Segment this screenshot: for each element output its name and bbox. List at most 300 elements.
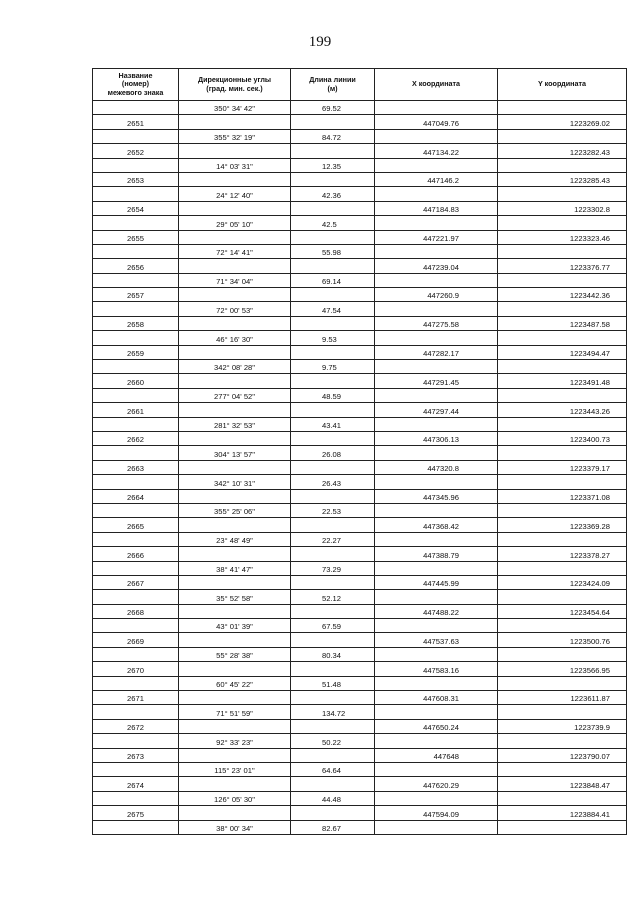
cell-length bbox=[291, 403, 375, 416]
cell-angle bbox=[179, 605, 291, 618]
cell-length bbox=[291, 144, 375, 157]
cell-name: 2669 bbox=[93, 633, 179, 646]
table-row bbox=[93, 302, 626, 316]
cell-length bbox=[291, 115, 375, 128]
cell-y bbox=[498, 475, 626, 488]
cell-length bbox=[291, 346, 375, 359]
cell-name: 2651 bbox=[93, 115, 179, 128]
table-row bbox=[93, 662, 626, 676]
cell-length: 9.75 bbox=[291, 360, 375, 373]
cell-x bbox=[375, 734, 498, 747]
cell-y: 1223454.64 bbox=[569, 608, 610, 618]
cell-x bbox=[375, 331, 498, 344]
cell-name bbox=[93, 677, 179, 690]
cell-name: 2671 bbox=[93, 691, 179, 704]
cell-angle bbox=[179, 576, 291, 589]
cell-name: 2668 bbox=[93, 605, 179, 618]
cell-name: 2660 bbox=[93, 374, 179, 387]
cell-y: 1223378.27 bbox=[569, 550, 610, 560]
cell-y: 1223302.8 bbox=[574, 205, 610, 215]
table-row bbox=[93, 173, 626, 187]
cell-x bbox=[375, 475, 498, 488]
cell-length: 69.52 bbox=[291, 101, 375, 114]
cell-length: 64.64 bbox=[291, 763, 375, 776]
cell-y bbox=[498, 331, 626, 344]
cell-name bbox=[93, 533, 179, 546]
cell-name: 2674 bbox=[93, 777, 179, 790]
cell-x: 447221.97 bbox=[375, 231, 498, 244]
cell-name bbox=[93, 562, 179, 575]
cell-x bbox=[375, 821, 498, 834]
cell-name bbox=[93, 216, 179, 229]
cell-x: 447594.09 bbox=[375, 806, 498, 819]
cell-angle bbox=[179, 432, 291, 445]
cell-angle: 35° 52' 58" bbox=[179, 590, 291, 603]
cell-length: 55.98 bbox=[291, 245, 375, 258]
cell-x bbox=[375, 389, 498, 402]
cell-y: 1223790.07 bbox=[569, 751, 610, 761]
cell-name: 2654 bbox=[93, 202, 179, 215]
cell-angle bbox=[179, 720, 291, 733]
table-row bbox=[93, 619, 626, 633]
cell-angle: 92° 33' 23" bbox=[179, 734, 291, 747]
table-row bbox=[93, 461, 626, 475]
cell-y bbox=[498, 130, 626, 143]
table-row bbox=[93, 705, 626, 719]
table-row bbox=[93, 202, 626, 216]
cell-x bbox=[375, 763, 498, 776]
cell-angle: 355° 25' 06" bbox=[179, 504, 291, 517]
cell-length: 42.5 bbox=[291, 216, 375, 229]
cell-angle: 55° 28' 38" bbox=[179, 648, 291, 661]
cell-length bbox=[291, 490, 375, 503]
cell-length: 42.36 bbox=[291, 187, 375, 200]
cell-x: 447049.76 bbox=[375, 115, 498, 128]
table-row bbox=[93, 576, 626, 590]
cell-y: 1223848.47 bbox=[569, 780, 610, 790]
cell-name: 2661 bbox=[93, 403, 179, 416]
cell-y bbox=[498, 216, 626, 229]
cell-name: 2667 bbox=[93, 576, 179, 589]
cell-length: 48.59 bbox=[291, 389, 375, 402]
cell-name bbox=[93, 648, 179, 661]
cell-angle bbox=[179, 662, 291, 675]
cell-length bbox=[291, 288, 375, 301]
cell-length: 51.48 bbox=[291, 677, 375, 690]
cell-angle: 350° 34' 42" bbox=[179, 101, 291, 114]
cell-name: 2656 bbox=[93, 259, 179, 272]
cell-angle bbox=[179, 547, 291, 560]
cell-x bbox=[375, 159, 498, 172]
cell-angle: 46° 16' 30" bbox=[179, 331, 291, 344]
cell-name bbox=[93, 446, 179, 459]
cell-length bbox=[291, 173, 375, 186]
cell-length: 84.72 bbox=[291, 130, 375, 143]
cell-angle bbox=[179, 691, 291, 704]
cell-y bbox=[498, 590, 626, 603]
cell-angle: 29° 05' 10" bbox=[179, 216, 291, 229]
cell-x: 447291.45 bbox=[375, 374, 498, 387]
cell-y bbox=[498, 533, 626, 546]
cell-length: 44.48 bbox=[291, 792, 375, 805]
cell-angle: 281° 32' 53" bbox=[179, 418, 291, 431]
cell-x bbox=[375, 446, 498, 459]
cell-angle: 60° 45' 22" bbox=[179, 677, 291, 690]
cell-name bbox=[93, 360, 179, 373]
cell-y bbox=[498, 302, 626, 315]
cell-x bbox=[375, 302, 498, 315]
cell-y: 1223443.26 bbox=[569, 406, 610, 416]
cell-x: 447306.13 bbox=[375, 432, 498, 445]
cell-length bbox=[291, 202, 375, 215]
cell-length bbox=[291, 662, 375, 675]
cell-length: 22.27 bbox=[291, 533, 375, 546]
cell-length: 52.12 bbox=[291, 590, 375, 603]
cell-length bbox=[291, 547, 375, 560]
cell-x bbox=[375, 504, 498, 517]
cell-y: 1223424.09 bbox=[569, 579, 610, 589]
cell-length: 134.72 bbox=[291, 705, 375, 718]
cell-name: 2670 bbox=[93, 662, 179, 675]
table-row bbox=[93, 590, 626, 604]
table-row bbox=[93, 749, 626, 763]
cell-x: 447368.42 bbox=[375, 518, 498, 531]
table-row bbox=[93, 216, 626, 230]
cell-angle bbox=[179, 231, 291, 244]
cell-y: 1223371.08 bbox=[569, 492, 610, 502]
cell-name bbox=[93, 821, 179, 834]
cell-length bbox=[291, 605, 375, 618]
cell-angle bbox=[179, 115, 291, 128]
table-row bbox=[93, 792, 626, 806]
cell-y: 1223491.48 bbox=[569, 377, 610, 387]
cell-y: 1223739.9 bbox=[574, 723, 610, 733]
cell-name bbox=[93, 101, 179, 114]
cell-length: 82.67 bbox=[291, 821, 375, 834]
cell-name bbox=[93, 619, 179, 632]
cell-x: 447388.79 bbox=[375, 547, 498, 560]
cell-x bbox=[375, 619, 498, 632]
table-row bbox=[93, 389, 626, 403]
page-number: 199 bbox=[308, 34, 332, 50]
cell-y bbox=[498, 274, 626, 287]
cell-name: 2658 bbox=[93, 317, 179, 330]
cell-y bbox=[498, 705, 626, 718]
cell-angle bbox=[179, 346, 291, 359]
cell-angle: 43° 01' 39" bbox=[179, 619, 291, 632]
cell-name bbox=[93, 734, 179, 747]
header-angle: Дирекционные углы (град. мин. сек.) bbox=[179, 69, 291, 100]
cell-x bbox=[375, 533, 498, 546]
header-x: X координата bbox=[375, 69, 498, 100]
cell-x: 447146.2 bbox=[375, 173, 498, 186]
cell-y: 1223442.36 bbox=[569, 291, 610, 301]
cell-y: 1223379.17 bbox=[569, 464, 610, 474]
cell-y: 1223884.41 bbox=[569, 809, 610, 819]
cell-angle bbox=[179, 490, 291, 503]
cell-y bbox=[498, 792, 626, 805]
cell-angle: 14° 03' 31" bbox=[179, 159, 291, 172]
table-row bbox=[93, 562, 626, 576]
cell-x bbox=[375, 677, 498, 690]
cell-y bbox=[498, 734, 626, 747]
cell-x bbox=[375, 101, 498, 114]
cell-x: 447620.29 bbox=[375, 777, 498, 790]
table-row bbox=[93, 159, 626, 173]
cell-y bbox=[498, 418, 626, 431]
cell-length: 73.29 bbox=[291, 562, 375, 575]
cell-x: 447260.9 bbox=[375, 288, 498, 301]
cell-y bbox=[498, 360, 626, 373]
table-row bbox=[93, 648, 626, 662]
cell-angle bbox=[179, 288, 291, 301]
cell-y: 1223487.58 bbox=[569, 320, 610, 330]
cell-name: 2653 bbox=[93, 173, 179, 186]
cell-y: 1223282.43 bbox=[569, 147, 610, 157]
cell-y bbox=[498, 619, 626, 632]
cell-x bbox=[375, 792, 498, 805]
cell-angle: 71° 51' 59" bbox=[179, 705, 291, 718]
cell-angle: 38° 00' 34" bbox=[179, 821, 291, 834]
cell-angle bbox=[179, 173, 291, 186]
cell-angle bbox=[179, 518, 291, 531]
cell-y: 1223285.43 bbox=[569, 176, 610, 186]
table-row bbox=[93, 475, 626, 489]
cell-x: 447297.44 bbox=[375, 403, 498, 416]
cell-length bbox=[291, 432, 375, 445]
cell-x bbox=[375, 648, 498, 661]
cell-angle: 355° 32' 19" bbox=[179, 130, 291, 143]
cell-length bbox=[291, 576, 375, 589]
table-row bbox=[93, 101, 626, 115]
cell-y bbox=[498, 763, 626, 776]
cell-length bbox=[291, 749, 375, 762]
cell-name: 2652 bbox=[93, 144, 179, 157]
table-row bbox=[93, 187, 626, 201]
cell-x: 447320.8 bbox=[375, 461, 498, 474]
cell-angle: 23° 48' 49" bbox=[179, 533, 291, 546]
cell-length: 22.53 bbox=[291, 504, 375, 517]
cell-x: 447648 bbox=[375, 749, 498, 762]
table-header bbox=[93, 69, 626, 101]
cell-name: 2665 bbox=[93, 518, 179, 531]
table-row bbox=[93, 821, 626, 835]
cell-y: 1223369.28 bbox=[569, 521, 610, 531]
cell-angle: 342° 10' 31" bbox=[179, 475, 291, 488]
cell-y: 1223400.73 bbox=[569, 435, 610, 445]
cell-name bbox=[93, 389, 179, 402]
cell-name: 2664 bbox=[93, 490, 179, 503]
cell-length: 43.41 bbox=[291, 418, 375, 431]
cell-angle bbox=[179, 259, 291, 272]
cell-length bbox=[291, 691, 375, 704]
cell-y bbox=[498, 504, 626, 517]
table-row bbox=[93, 777, 626, 791]
cell-name: 2659 bbox=[93, 346, 179, 359]
header-length: Длина линии (м) bbox=[291, 69, 375, 100]
cell-x: 447184.83 bbox=[375, 202, 498, 215]
cell-name bbox=[93, 274, 179, 287]
table-row bbox=[93, 490, 626, 504]
cell-x: 447583.16 bbox=[375, 662, 498, 675]
table-row bbox=[93, 288, 626, 302]
cell-name bbox=[93, 159, 179, 172]
cell-angle bbox=[179, 403, 291, 416]
cell-angle bbox=[179, 461, 291, 474]
cell-length bbox=[291, 806, 375, 819]
table-row bbox=[93, 403, 626, 417]
cell-length: 9.53 bbox=[291, 331, 375, 344]
cell-y: 1223566.95 bbox=[569, 665, 610, 675]
cell-x bbox=[375, 187, 498, 200]
cell-y bbox=[498, 648, 626, 661]
cell-length bbox=[291, 720, 375, 733]
cell-x: 447608.31 bbox=[375, 691, 498, 704]
cell-name bbox=[93, 705, 179, 718]
cell-angle bbox=[179, 633, 291, 646]
cell-name: 2675 bbox=[93, 806, 179, 819]
cell-angle: 277° 04' 52" bbox=[179, 389, 291, 402]
table-row bbox=[93, 763, 626, 777]
table-row bbox=[93, 605, 626, 619]
cell-x: 447537.63 bbox=[375, 633, 498, 646]
cell-length: 26.08 bbox=[291, 446, 375, 459]
table-row bbox=[93, 130, 626, 144]
cell-length: 47.54 bbox=[291, 302, 375, 315]
cell-y bbox=[498, 562, 626, 575]
cell-name bbox=[93, 763, 179, 776]
cell-length: 50.22 bbox=[291, 734, 375, 747]
table-row bbox=[93, 346, 626, 360]
cell-name: 2655 bbox=[93, 231, 179, 244]
table-row bbox=[93, 633, 626, 647]
cell-name bbox=[93, 418, 179, 431]
cell-y: 1223269.02 bbox=[569, 118, 610, 128]
cell-angle: 126° 05' 30" bbox=[179, 792, 291, 805]
table-row bbox=[93, 533, 626, 547]
table-row bbox=[93, 144, 626, 158]
cell-length: 12.35 bbox=[291, 159, 375, 172]
cell-length bbox=[291, 777, 375, 790]
table-row bbox=[93, 504, 626, 518]
table-row bbox=[93, 720, 626, 734]
cell-x bbox=[375, 216, 498, 229]
table-row bbox=[93, 274, 626, 288]
cell-y bbox=[498, 677, 626, 690]
cell-length bbox=[291, 259, 375, 272]
table-row bbox=[93, 331, 626, 345]
cell-name: 2657 bbox=[93, 288, 179, 301]
cell-angle: 72° 14' 41" bbox=[179, 245, 291, 258]
cell-name bbox=[93, 130, 179, 143]
cell-length bbox=[291, 461, 375, 474]
cell-name bbox=[93, 792, 179, 805]
table-row bbox=[93, 677, 626, 691]
cell-length bbox=[291, 374, 375, 387]
table-row bbox=[93, 245, 626, 259]
table-row bbox=[93, 432, 626, 446]
cell-y bbox=[498, 446, 626, 459]
cell-y bbox=[498, 101, 626, 114]
cell-y: 1223376.77 bbox=[569, 262, 610, 272]
table-row bbox=[93, 418, 626, 432]
cell-y: 1223500.76 bbox=[569, 636, 610, 646]
cell-y bbox=[498, 159, 626, 172]
cell-angle: 342° 08' 28" bbox=[179, 360, 291, 373]
table-row bbox=[93, 691, 626, 705]
cell-x bbox=[375, 418, 498, 431]
cell-length: 69.14 bbox=[291, 274, 375, 287]
cell-angle: 38° 41' 47" bbox=[179, 562, 291, 575]
cell-name bbox=[93, 302, 179, 315]
cell-y bbox=[498, 389, 626, 402]
cell-angle bbox=[179, 144, 291, 157]
cell-x bbox=[375, 705, 498, 718]
cell-length bbox=[291, 231, 375, 244]
cell-length bbox=[291, 633, 375, 646]
cell-name bbox=[93, 187, 179, 200]
cell-x bbox=[375, 130, 498, 143]
table-row bbox=[93, 446, 626, 460]
boundary-coordinates-table bbox=[92, 68, 627, 835]
cell-angle bbox=[179, 202, 291, 215]
cell-x: 447445.99 bbox=[375, 576, 498, 589]
cell-name bbox=[93, 245, 179, 258]
cell-x: 447488.22 bbox=[375, 605, 498, 618]
cell-angle bbox=[179, 374, 291, 387]
cell-name bbox=[93, 504, 179, 517]
cell-length: 67.59 bbox=[291, 619, 375, 632]
header-y: Y координата bbox=[538, 79, 586, 89]
table-body bbox=[93, 101, 626, 835]
cell-angle bbox=[179, 317, 291, 330]
cell-x bbox=[375, 590, 498, 603]
table-row bbox=[93, 231, 626, 245]
table-row bbox=[93, 360, 626, 374]
cell-name bbox=[93, 331, 179, 344]
cell-angle: 71° 34' 04" bbox=[179, 274, 291, 287]
table-row bbox=[93, 374, 626, 388]
cell-angle: 72° 00' 53" bbox=[179, 302, 291, 315]
table-row bbox=[93, 115, 626, 129]
table-row bbox=[93, 518, 626, 532]
cell-y bbox=[498, 245, 626, 258]
cell-y bbox=[498, 821, 626, 834]
cell-angle: 304° 13' 57" bbox=[179, 446, 291, 459]
cell-x: 447650.24 bbox=[375, 720, 498, 733]
cell-length bbox=[291, 317, 375, 330]
cell-angle: 115° 23' 01" bbox=[179, 763, 291, 776]
cell-x: 447345.96 bbox=[375, 490, 498, 503]
cell-y bbox=[498, 187, 626, 200]
cell-angle bbox=[179, 749, 291, 762]
cell-length bbox=[291, 518, 375, 531]
cell-name: 2663 bbox=[93, 461, 179, 474]
cell-x: 447275.58 bbox=[375, 317, 498, 330]
cell-y: 1223323.46 bbox=[569, 233, 610, 243]
cell-y: 1223611.87 bbox=[570, 694, 610, 704]
cell-angle: 24° 12' 40" bbox=[179, 187, 291, 200]
cell-name: 2662 bbox=[93, 432, 179, 445]
cell-x bbox=[375, 360, 498, 373]
cell-name: 2673 bbox=[93, 749, 179, 762]
cell-name: 2672 bbox=[93, 720, 179, 733]
cell-length: 80.34 bbox=[291, 648, 375, 661]
cell-x bbox=[375, 245, 498, 258]
table-row bbox=[93, 734, 626, 748]
cell-x: 447134.22 bbox=[375, 144, 498, 157]
cell-length: 26.43 bbox=[291, 475, 375, 488]
